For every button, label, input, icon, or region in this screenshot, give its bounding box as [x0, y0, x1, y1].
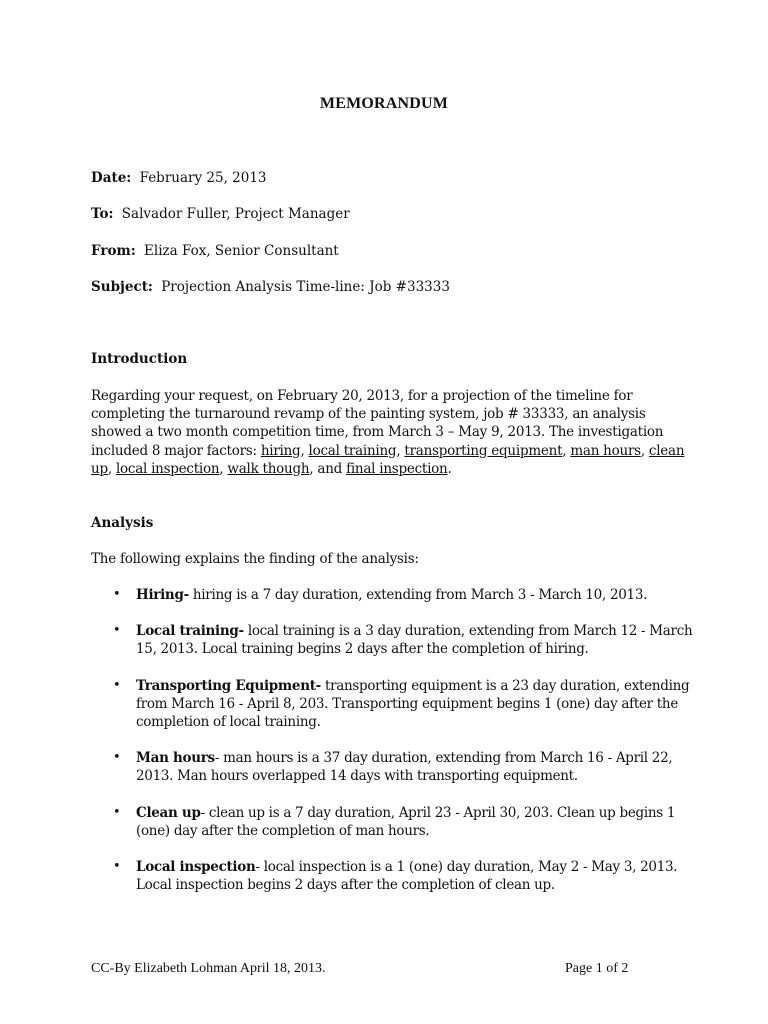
separator: , — [219, 460, 228, 477]
factor-link[interactable]: final inspection — [346, 460, 448, 477]
item-term: Hiring- — [136, 587, 189, 603]
factor-link[interactable]: clean up — [91, 442, 685, 477]
item-term: Local inspection — [136, 859, 256, 876]
to-label: To: — [91, 206, 114, 222]
introduction-paragraph — [91, 387, 691, 478]
factor-link[interactable]: hiring — [260, 442, 301, 459]
analysis-heading: Analysis — [91, 515, 154, 531]
list-item — [113, 804, 703, 840]
item-text: - man hours is a 37 day duration, extending from March 16 - April 22, 2013. Man hours overlapped 14 days with transporting equipment. — [136, 750, 673, 785]
footer-credit: CC-By Elizabeth Lohman April 18, 2013. — [91, 961, 326, 976]
introduction-heading: Introduction — [91, 351, 188, 367]
item-text: transporting equipment is a 23 day duration, extending from March 16 - April 8, 203. Transporting equipment begins 1 (one) day after the completion of local training. — [136, 677, 690, 731]
introduction-text: Regarding your request, on February 20, 2013, for a projection of the timeline for completing the turnaround revamp of the painting system, job # 33333, an analysis showed a two month competition time, from March 3 – May 9, 2013. The investigation included 8 major factors: — [91, 388, 664, 459]
item-term: Man hours — [136, 750, 215, 767]
bullet-icon: • — [113, 623, 121, 639]
analysis-lead: The following explains the finding of the analysis: — [91, 551, 419, 567]
from-label: From: — [91, 243, 136, 259]
separator: , — [562, 442, 571, 459]
list-item — [113, 622, 703, 658]
list-item — [113, 586, 703, 604]
bullet-icon: • — [113, 677, 121, 693]
item-term: Local training- — [136, 623, 244, 640]
item-text: - clean up is a 7 day duration, April 23 - April 30, 203. Clean up begins 1 (one) day after the completion of man hours. — [136, 804, 676, 839]
factor-link[interactable]: transporting equipment — [404, 442, 563, 459]
list-item — [113, 749, 703, 785]
item-text: local training is a 3 day duration, extending from March 12 - March 15, 2013. Local training begins 2 days after the completion of hiring. — [136, 623, 693, 658]
bullet-icon: • — [113, 750, 121, 766]
separator: , — [640, 442, 649, 459]
bullet-icon: • — [113, 587, 121, 602]
date-label: Date: — [91, 170, 132, 186]
separator: . — [447, 460, 452, 477]
from-field — [91, 242, 339, 260]
memo-title: MEMORANDUM — [319, 95, 449, 112]
list-item — [113, 677, 703, 732]
subject-value: Projection Analysis Time-line: Job #33333 — [161, 279, 450, 295]
to-field — [91, 205, 350, 223]
subject-label: Subject: — [91, 279, 153, 295]
list-item — [113, 858, 703, 894]
separator: , — [107, 460, 116, 477]
page-number: Page 1 of 2 — [565, 961, 629, 976]
bullet-icon: • — [113, 859, 121, 875]
item-term: Clean up — [136, 804, 201, 821]
bullet-icon: • — [113, 804, 121, 820]
to-value: Salvador Fuller, Project Manager — [121, 206, 350, 222]
item-text: hiring is a 7 day duration, extending from March 3 - March 10, 2013. — [188, 587, 648, 603]
factor-link[interactable]: local inspection — [115, 460, 220, 477]
date-value: February 25, 2013 — [139, 170, 267, 186]
from-value: Eliza Fox, Senior Consultant — [144, 243, 339, 259]
factor-link[interactable]: walk though — [227, 460, 310, 477]
date-field — [91, 169, 267, 187]
separator: , and — [309, 460, 347, 477]
subject-field — [91, 278, 450, 296]
factor-link[interactable]: local training — [308, 442, 397, 459]
factor-link[interactable]: man hours — [570, 442, 641, 459]
analysis-list — [113, 586, 703, 894]
item-term: Transporting Equipment- — [136, 677, 321, 694]
separator: , — [300, 442, 309, 459]
separator: , — [396, 442, 405, 459]
item-text: - local inspection is a 1 (one) day duration, May 2 - May 3, 2013. Local inspection begins 2 days after the completion of clean up. — [136, 859, 678, 894]
